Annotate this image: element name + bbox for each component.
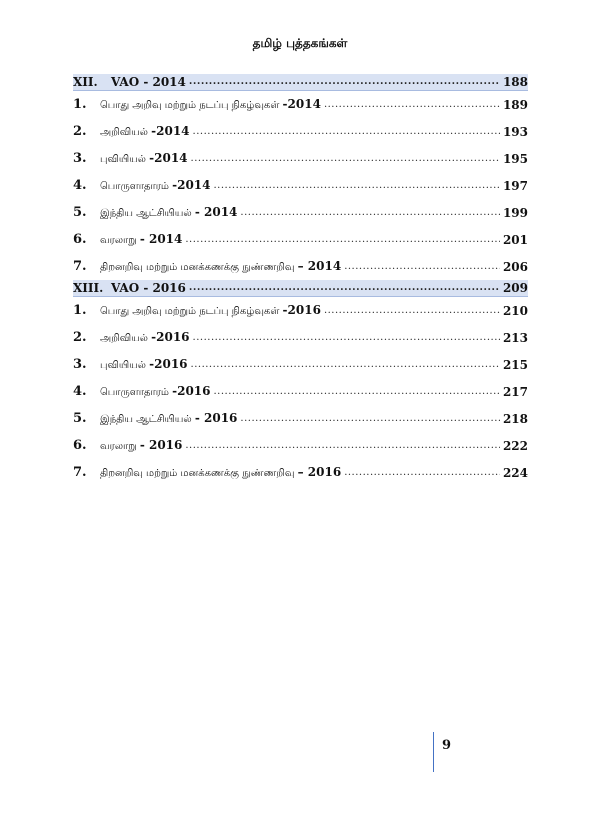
entry-number: 3.	[73, 357, 87, 372]
toc-entry[interactable]	[73, 378, 528, 405]
toc-entry[interactable]	[73, 172, 528, 199]
entry-number: 7.	[73, 259, 87, 274]
entry-page-number: 199	[502, 205, 528, 220]
entry-title: புவியியல் -2016	[100, 357, 188, 371]
entry-title: வரலாறு - 2016	[100, 438, 183, 452]
section-page-number: 188	[502, 75, 528, 89]
dot-leader	[189, 283, 500, 293]
dot-leader	[324, 100, 500, 110]
dot-leader	[193, 127, 500, 137]
entry-number: 1.	[73, 97, 87, 112]
dot-leader	[240, 414, 500, 424]
entry-number: 1.	[73, 303, 87, 318]
section-title: VAO - 2016	[111, 281, 186, 295]
dot-leader	[344, 468, 500, 478]
toc-entry[interactable]	[73, 145, 528, 172]
entry-number: 2.	[73, 330, 87, 345]
entry-number: 6.	[73, 438, 87, 453]
toc-section-xiii[interactable]	[73, 280, 528, 297]
entry-title: புவியியல் -2014	[100, 151, 188, 165]
entry-title: இந்திய ஆட்சியியல் - 2016	[100, 411, 238, 425]
toc-entry[interactable]	[73, 118, 528, 145]
entry-title: பொது அறிவு மற்றும் நடப்பு நிகழ்வுகள் -2016	[100, 303, 321, 317]
entry-number: 4.	[73, 178, 87, 193]
dot-leader	[191, 154, 500, 164]
entry-page-number: 215	[502, 357, 528, 372]
toc-entry[interactable]	[73, 253, 528, 280]
entry-page-number: 218	[502, 411, 528, 426]
section-page-number: 209	[502, 281, 528, 295]
dot-leader	[185, 441, 500, 451]
dot-leader	[344, 262, 500, 272]
toc-entry[interactable]	[73, 324, 528, 351]
entry-title: பொருளாதாரம் -2014	[100, 178, 211, 192]
entry-number: 2.	[73, 124, 87, 139]
entry-number: 5.	[73, 411, 87, 426]
entry-page-number: 195	[502, 151, 528, 166]
dot-leader	[189, 77, 500, 87]
section-number: XII.	[73, 75, 98, 89]
toc-entry[interactable]	[73, 459, 528, 486]
entry-page-number: 193	[502, 124, 528, 139]
toc-entry[interactable]	[73, 199, 528, 226]
entry-page-number: 197	[502, 178, 528, 193]
dot-leader	[324, 306, 500, 316]
entry-title: அறிவியல் -2016	[100, 330, 190, 344]
entry-number: 5.	[73, 205, 87, 220]
dot-leader	[185, 235, 500, 245]
entry-page-number: 206	[502, 259, 528, 274]
entry-page-number: 217	[502, 384, 528, 399]
toc-entry[interactable]	[73, 432, 528, 459]
entry-page-number: 189	[502, 97, 528, 112]
toc-entry[interactable]	[73, 405, 528, 432]
toc-entry[interactable]	[73, 351, 528, 378]
dot-leader	[240, 208, 500, 218]
dot-leader	[191, 360, 500, 370]
entry-title: திறனறிவு மற்றும் மனக்கணக்கு நுண்ணறிவு – 2016	[100, 465, 342, 479]
dot-leader	[214, 387, 500, 397]
table-of-contents	[73, 74, 528, 486]
toc-section-xii[interactable]	[73, 74, 528, 91]
section-number: XIII.	[73, 281, 104, 295]
entry-page-number: 201	[502, 232, 528, 247]
entry-number: 3.	[73, 151, 87, 166]
dot-leader	[193, 333, 500, 343]
page-header-title: தமிழ் புத்தகங்கள்	[252, 36, 348, 50]
section-title: VAO - 2014	[111, 75, 186, 89]
entry-page-number: 222	[502, 438, 528, 453]
entry-page-number: 210	[502, 303, 528, 318]
entry-page-number: 224	[502, 465, 528, 480]
entry-number: 4.	[73, 384, 87, 399]
entry-title: அறிவியல் -2014	[100, 124, 190, 138]
toc-entry[interactable]	[73, 297, 528, 324]
entry-page-number: 213	[502, 330, 528, 345]
entry-title: திறனறிவு மற்றும் மனக்கணக்கு நுண்ணறிவு – 2014	[100, 259, 342, 273]
entry-number: 7.	[73, 465, 87, 480]
entry-title: இந்திய ஆட்சியியல் - 2014	[100, 205, 238, 219]
toc-entry[interactable]	[73, 226, 528, 253]
entry-title: பொது அறிவு மற்றும் நடப்பு நிகழ்வுகள் -2014	[100, 97, 321, 111]
entry-title: பொருளாதாரம் -2016	[100, 384, 211, 398]
entry-number: 6.	[73, 232, 87, 247]
footer-divider	[433, 732, 434, 772]
dot-leader	[214, 181, 500, 191]
footer-page-number: 9	[442, 738, 452, 753]
toc-entry[interactable]	[73, 91, 528, 118]
entry-title: வரலாறு - 2014	[100, 232, 183, 246]
